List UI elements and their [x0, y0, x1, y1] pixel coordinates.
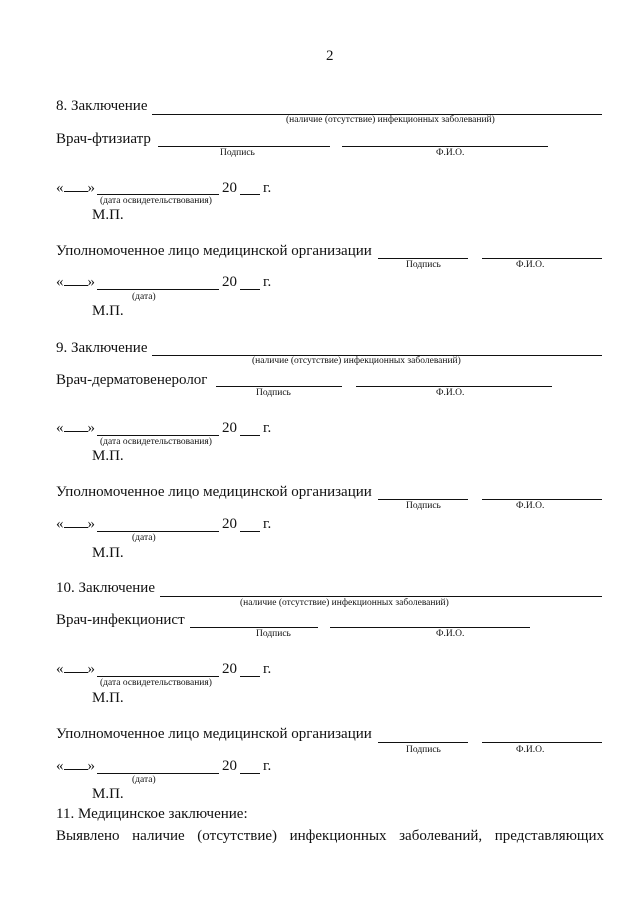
stamp-label: М.П. — [92, 303, 124, 319]
fio-caption: Ф.И.О. — [436, 148, 465, 158]
authorized-label: Уполномоченное лицо медицинской организации — [56, 484, 372, 500]
stamp-label: М.П. — [92, 448, 124, 464]
exam-date-caption: (дата освидетельствования) — [100, 437, 212, 447]
doctor-label: Врач-инфекционист — [56, 612, 185, 628]
medical-conclusion-heading: 11. Медицинское заключение: — [56, 806, 248, 822]
authorized-fio-field[interactable] — [482, 742, 602, 743]
year-suffix: г. — [263, 661, 272, 677]
quote-open: « — [56, 274, 64, 290]
signature-caption: Подпись — [220, 148, 255, 158]
month-field[interactable] — [97, 289, 219, 290]
year-field[interactable] — [240, 289, 260, 290]
year-field[interactable] — [240, 194, 260, 195]
year-prefix: 20 — [222, 758, 237, 774]
conclusion-caption: (наличие (отсутствие) инфекционных заболеваний) — [240, 598, 449, 608]
conclusion-heading: 9. Заключение — [56, 340, 148, 356]
authorized-signature-field[interactable] — [378, 742, 468, 743]
year-prefix: 20 — [222, 274, 237, 290]
fio-caption: Ф.И.О. — [436, 629, 465, 639]
year-prefix: 20 — [222, 516, 237, 532]
quote-close: » — [87, 661, 95, 677]
quote-close: » — [87, 420, 95, 436]
date-day — [56, 516, 95, 533]
page-number: 2 — [326, 48, 334, 64]
date-caption: (дата) — [132, 533, 156, 543]
exam-month-field[interactable] — [97, 435, 219, 436]
medical-conclusion-text: Выявлено наличие (отсутствие) инфекционных заболеваний, представляющих — [56, 828, 604, 844]
year-suffix: г. — [263, 516, 272, 532]
doctor-signature-field[interactable] — [190, 627, 318, 628]
month-field[interactable] — [97, 531, 219, 532]
quote-open: « — [56, 661, 64, 677]
doctor-fio-field[interactable] — [356, 386, 552, 387]
doctor-fio-field[interactable] — [330, 627, 530, 628]
year-suffix: г. — [263, 274, 272, 290]
signature-caption: Подпись — [256, 388, 291, 398]
date-caption: (дата) — [132, 292, 156, 302]
quote-open: « — [56, 516, 64, 532]
signature-caption: Подпись — [406, 745, 441, 755]
year-prefix: 20 — [222, 420, 237, 436]
day-field[interactable] — [64, 275, 88, 286]
signature-caption: Подпись — [406, 501, 441, 511]
authorized-signature-field[interactable] — [378, 499, 468, 500]
authorized-label: Уполномоченное лицо медицинской организации — [56, 243, 372, 259]
fio-caption: Ф.И.О. — [516, 501, 545, 511]
exam-date-caption: (дата освидетельствования) — [100, 678, 212, 688]
year-suffix: г. — [263, 420, 272, 436]
authorized-signature-field[interactable] — [378, 258, 468, 259]
year-suffix: г. — [263, 180, 272, 196]
day-field[interactable] — [64, 181, 88, 192]
quote-close: » — [87, 180, 95, 196]
year-field[interactable] — [240, 676, 260, 677]
exam-month-field[interactable] — [97, 676, 219, 677]
quote-open: « — [56, 180, 64, 196]
year-field[interactable] — [240, 773, 260, 774]
day-field[interactable] — [64, 759, 88, 770]
signature-caption: Подпись — [256, 629, 291, 639]
quote-open: « — [56, 420, 64, 436]
quote-close: » — [87, 274, 95, 290]
exam-date-caption: (дата освидетельствования) — [100, 196, 212, 206]
date-day — [56, 758, 95, 775]
stamp-label: М.П. — [92, 786, 124, 802]
conclusion-caption: (наличие (отсутствие) инфекционных заболеваний) — [286, 115, 495, 125]
conclusion-caption: (наличие (отсутствие) инфекционных заболеваний) — [252, 356, 461, 366]
date-day — [56, 274, 95, 291]
doctor-fio-field[interactable] — [342, 146, 548, 147]
exam-date-day — [56, 661, 95, 678]
stamp-label: М.П. — [92, 207, 124, 223]
signature-caption: Подпись — [406, 260, 441, 270]
stamp-label: М.П. — [92, 690, 124, 706]
day-field[interactable] — [64, 662, 88, 673]
fio-caption: Ф.И.О. — [436, 388, 465, 398]
day-field[interactable] — [64, 421, 88, 432]
doctor-label: Врач-дерматовенеролог — [56, 372, 208, 388]
quote-open: « — [56, 758, 64, 774]
date-caption: (дата) — [132, 775, 156, 785]
quote-close: » — [87, 516, 95, 532]
conclusion-heading: 10. Заключение — [56, 580, 155, 596]
year-prefix: 20 — [222, 180, 237, 196]
authorized-fio-field[interactable] — [482, 258, 602, 259]
doctor-label: Врач-фтизиатр — [56, 131, 151, 147]
doctor-signature-field[interactable] — [158, 146, 330, 147]
year-prefix: 20 — [222, 661, 237, 677]
year-field[interactable] — [240, 531, 260, 532]
quote-close: » — [87, 758, 95, 774]
month-field[interactable] — [97, 773, 219, 774]
day-field[interactable] — [64, 517, 88, 528]
conclusion-field[interactable] — [160, 596, 602, 597]
conclusion-heading: 8. Заключение — [56, 98, 148, 114]
fio-caption: Ф.И.О. — [516, 260, 545, 270]
authorized-label: Уполномоченное лицо медицинской организации — [56, 726, 372, 742]
stamp-label: М.П. — [92, 545, 124, 561]
doctor-signature-field[interactable] — [216, 386, 342, 387]
year-suffix: г. — [263, 758, 272, 774]
fio-caption: Ф.И.О. — [516, 745, 545, 755]
exam-date-day — [56, 180, 95, 197]
year-field[interactable] — [240, 435, 260, 436]
exam-month-field[interactable] — [97, 194, 219, 195]
authorized-fio-field[interactable] — [482, 499, 602, 500]
exam-date-day — [56, 420, 95, 437]
